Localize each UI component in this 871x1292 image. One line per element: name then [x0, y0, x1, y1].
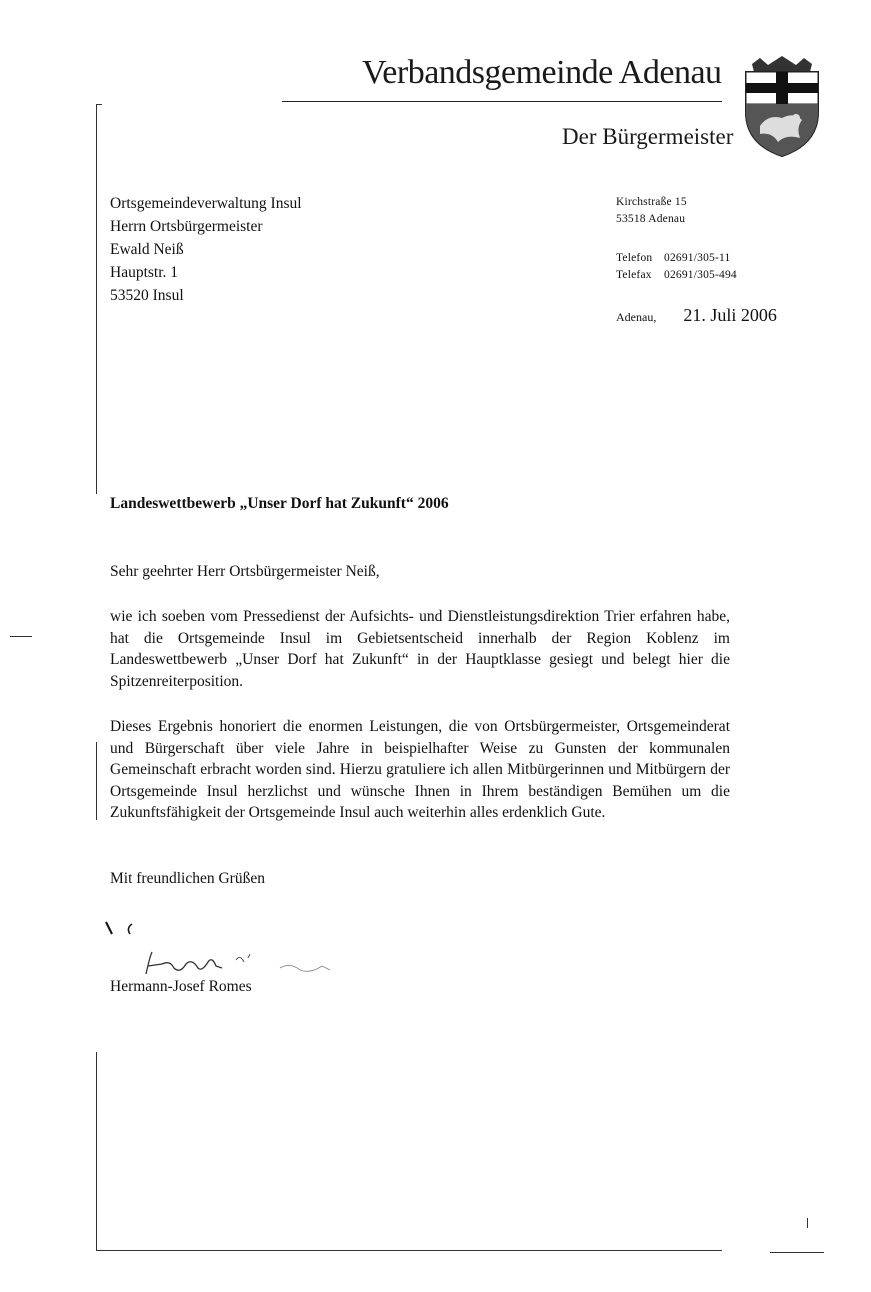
- address-line: Herrn Ortsbürgermeister: [110, 218, 263, 235]
- place: Adenau,: [616, 310, 657, 324]
- subject-line: Landeswettbewerb „Unser Dorf hat Zukunft“ 2006: [110, 495, 449, 512]
- margin-tick: [96, 104, 102, 105]
- date-line: [616, 305, 777, 326]
- phone-label: Telefon: [616, 252, 653, 264]
- department-name: Der Bürgermeister: [562, 124, 734, 149]
- sender-street: Kirchstraße 15: [616, 196, 687, 208]
- bottom-rule: [96, 1250, 722, 1251]
- margin-line: [96, 742, 97, 820]
- address-line: Ewald Neiß: [110, 241, 184, 258]
- margin-tick: [807, 1218, 808, 1228]
- bottom-rule-short: [770, 1252, 824, 1253]
- signer-name: Hermann-Josef Romes: [110, 978, 252, 995]
- salutation: Sehr geehrter Herr Ortsbürgermeister Neiß,: [110, 563, 380, 580]
- organization-name: Verbandsgemeinde Adenau: [362, 54, 722, 91]
- handwritten-signature: [140, 946, 340, 980]
- handwritten-marks: [104, 918, 144, 943]
- closing: Mit freundlichen Grüßen: [110, 870, 265, 887]
- sender-contact: [616, 252, 737, 281]
- recipient-address: [110, 192, 302, 307]
- address-line: 53520 Insul: [110, 287, 184, 304]
- address-line: Hauptstr. 1: [110, 264, 179, 281]
- fold-mark: [10, 636, 32, 637]
- letter-date: 21. Juli 2006: [683, 305, 777, 325]
- header-rule: [282, 101, 722, 102]
- sender-address: [616, 196, 687, 225]
- fax-label: Telefax: [616, 269, 652, 281]
- margin-line: [96, 104, 97, 494]
- fax-number: 02691/305-494: [664, 269, 737, 281]
- paragraph: wie ich soeben vom Pressedienst der Aufsichts- und Dienstleistungsdirektion Trier erfahren habe, hat die Ortsgemeinde Insul im Gebietsentscheid innerhalb der Region Koblenz im Landeswettbewerb „Unser Dorf hat Zukunft“ in der Hauptklasse gesiegt und belegt hier die Spitzenreiterposition.: [110, 608, 730, 690]
- paragraph: Dieses Ergebnis honoriert die enormen Leistungen, die von Ortsbürgermeister, Ortsgemeinderat und Bürgerschaft über viele Jahre in beispielhafter Weise zu Gunsten der kommunalen Gemeinschaft erbracht worden sind. Hierzu gratuliere ich allen Mitbürgerinnen und Mitbürgern der Ortsgemeinde Insul herzlichst und wünsche Ihnen in Ihrem beständigen Bemühen um die Zukunftsfähigkeit der Ortsgemeinde Insul auch weiterhin alles erdenklich Gute.: [110, 718, 730, 821]
- margin-line: [96, 1052, 97, 1250]
- coat-of-arms-icon: [738, 56, 826, 158]
- phone-number: 02691/305-11: [664, 252, 731, 264]
- sender-city: 53518 Adenau: [616, 213, 686, 225]
- address-line: Ortsgemeindeverwaltung Insul: [110, 195, 302, 212]
